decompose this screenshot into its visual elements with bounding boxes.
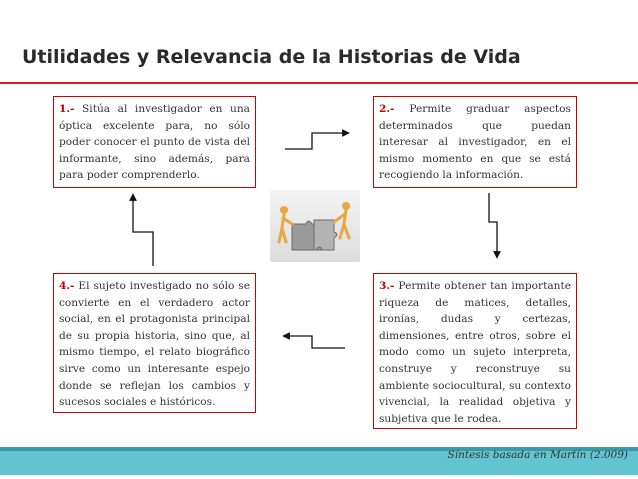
box-3-number: 3.- xyxy=(379,280,395,292)
box-2-text: Permite graduar aspectos determinados que puedan interesar al investigador, en el mismo momento en que se está recogiendo la información. xyxy=(379,103,571,182)
box-4-text: El sujeto investigado no sólo se convierte en el verdadero actor social, en el protagonista principal de su propia historia, sino que, al mismo tiempo, el relato biográfico sirve como un interesante espejo donde se reflejan los cambios y sucesos sociales e históricos. xyxy=(59,280,250,409)
arrow-4-to-1 xyxy=(133,197,153,266)
arrow-1-to-2 xyxy=(285,133,346,149)
puzzle-people-icon xyxy=(270,190,360,262)
arrow-3-to-4 xyxy=(286,336,345,348)
box-1-text: Sitúa al investigador en una óptica excelente para, no sólo poder conocer el punto de vista del informante, sino además, para para poder comprenderlo. xyxy=(59,103,250,182)
box-1-number: 1.- xyxy=(59,103,75,115)
box-2-number: 2.- xyxy=(379,103,395,115)
box-3-text: Permite obtener tan importante riqueza de matices, detalles, ironías, dudas y certezas, dimensiones, entre otros, sobre el modo como un sujeto interpreta, construye y reconstruye su ambiente sociocultural, su contexto vivencial, la realidad objetiva y subjetiva que le rodea. xyxy=(379,280,571,425)
arrow-2-to-3 xyxy=(489,193,497,255)
page-title: Utilidades y Relevancia de la Historias de Vida xyxy=(22,46,521,68)
box-4-number: 4.- xyxy=(59,280,75,292)
footer-citation: Síntesis basada en Martín (2.009) xyxy=(447,449,628,461)
